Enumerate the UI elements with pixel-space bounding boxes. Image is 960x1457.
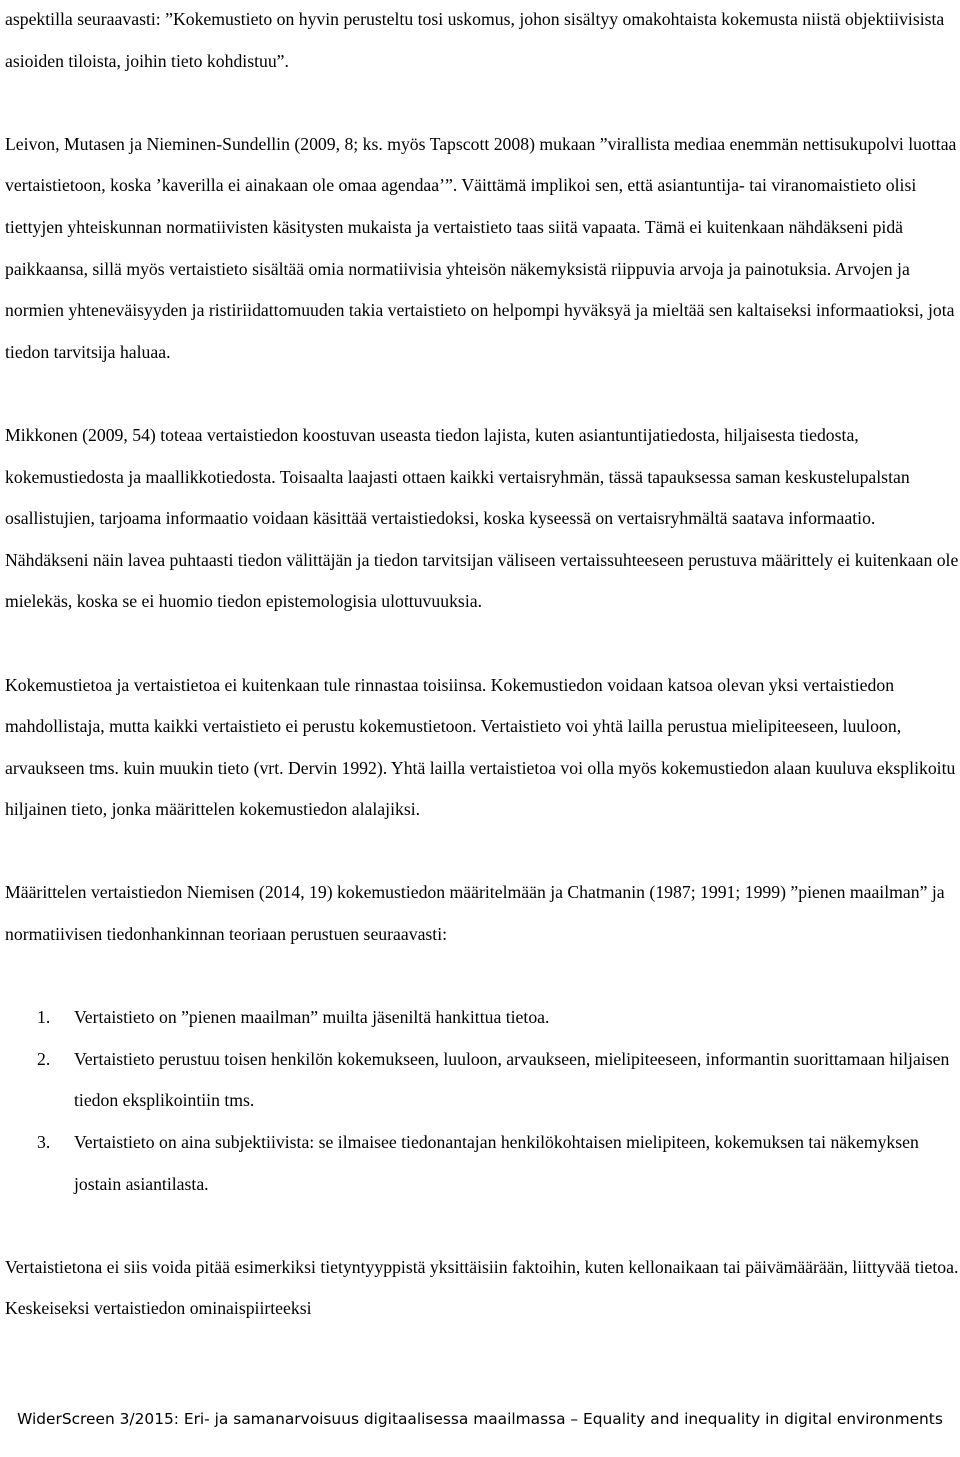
list-item-text: Vertaistieto perustuu toisen henkilön kokemukseen, luuloon, arvaukseen, mielipiteeseen, informantin suorittamaan hiljaisen tiedon eksplikointiin tms. [74, 1048, 950, 1111]
list-item-number: 3. [37, 1132, 51, 1153]
document-body [5, 0, 960, 1372]
numbered-list [5, 997, 960, 1205]
page-footer: WiderScreen 3/2015: Eri- ja samanarvoisuus digitaalisessa maailmassa – Equality and inequality in digital environments [17, 1410, 943, 1428]
paragraph-5: Määrittelen vertaistiedon Niemisen (2014, 19) kokemustiedon määritelmään ja Chatmanin (1987; 1991; 1999) ”pienen maailman” ja normatiivisen tiedonhankinnan teoriaan perustuen seuraavasti: [5, 882, 945, 945]
list-item-text: Vertaistieto on aina subjektiivista: se ilmaisee tiedonantajan henkilökohtaisen mielipiteen, kokemuksen tai näkemyksen jostain asiantilasta. [74, 1132, 919, 1194]
paragraph-4: Kokemustietoa ja vertaistietoa ei kuitenkaan tule rinnastaa toisiinsa. Kokemustiedon voidaan katsoa olevan yksi vertaistiedon mahdollistaja, mutta kaikki vertaistieto ei perustu kokemustietoon. Vertaistieto voi yhtä lailla perustua mielipiteeseen, luuloon, arvaukseen tms. kuin muukin tieto (vrt. Dervin 1992). Yhtä lailla vertaistietoa voi olla myös kokemustiedon alaan kuuluva eksplikoitu hiljainen tieto, jonka määrittelen kokemustiedon alalajiksi. [5, 674, 956, 820]
closing-paragraph: Vertaistietona ei siis voida pitää esimerkiksi tietyntyyppistä yksittäisiin faktoihin, kuten kellonaikaan tai päivämäärään, liittyvää tietoa. Keskeiseksi vertaistiedon ominaispiirteeksi [5, 1256, 959, 1319]
paragraph-3: Mikkonen (2009, 54) toteaa vertaistiedon koostuvan useasta tiedon lajista, kuten asiantuntijatiedosta, hiljaisesta tiedosta, kokemustiedosta ja maallikkotiedosta. Toisaalta laajasti ottaen kaikki vertaisryhmän, tässä tapauksessa saman keskustelupalstan osallistujien, tarjoama informaatio voidaan käsittää vertaistiedoksi, koska kyseessä on vertaisryhmältä saatava informaatio. Nähdäkseni näin lavea puhtaasti tiedon välittäjän ja tiedon tarvitsijan väliseen vertaissuhteeseen perustuva määrittely ei kuitenkaan ole mielekäs, koska se ei huomio tiedon epistemologisia ulottuvuuksia. [5, 424, 959, 612]
list-item [5, 1122, 960, 1205]
paragraph-1: aspektilla seuraavasti: ”Kokemustieto on hyvin perusteltu tosi uskomus, johon sisältyy omakohtaista kokemusta niistä objektiivisista asioiden tiloista, joihin tieto kohdistuu”. [5, 9, 945, 71]
list-item-text: Vertaistieto on ”pienen maailman” muilta jäseniltä hankittua tietoa. [74, 1007, 550, 1028]
list-item [5, 997, 960, 1039]
list-item-number: 1. [37, 1007, 51, 1028]
paragraph-2: Leivon, Mutasen ja Nieminen-Sundellin (2009, 8; ks. myös Tapscott 2008) mukaan ”virallista mediaa enemmän nettisukupolvi luottaa vertaistietoon, koska ’kaverilla ei ainakaan ole omaa agendaa’”. Väittämä implikoi sen, että asiantuntija- tai viranomaistieto olisi tiettyjen yhteiskunnan normatiivisten käsitysten mukaista ja vertaistieto taas siitä vapaata. Tämä ei kuitenkaan nähdäkseni pidä paikkaansa, sillä myös vertaistieto sisältää omia normatiivisia yhteisön näkemyksistä riippuvia arvoja ja painotuksia. Arvojen ja normien yhteneväisyyden ja ristiriidattomuuden takia vertaistieto on helpompi hyväksyä ja mieltää sen kaltaiseksi informaatioksi, jota tiedon tarvitsija haluaa. [5, 133, 957, 362]
list-item-number: 2. [37, 1048, 51, 1069]
list-item [5, 1039, 960, 1122]
